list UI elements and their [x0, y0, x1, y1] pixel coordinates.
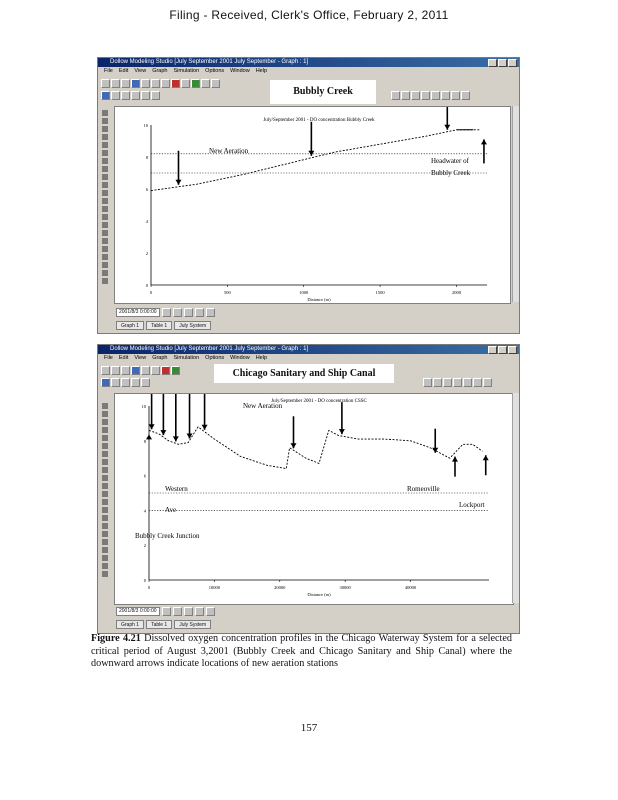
tool-icon[interactable] [102, 206, 108, 212]
tab-table-1[interactable]: Table 1 [146, 321, 172, 330]
copy-icon[interactable] [151, 79, 160, 88]
y-tick-label: 0 [143, 578, 146, 583]
menu-item-edit[interactable]: Edit [118, 355, 129, 361]
label-headwater: Headwater of [431, 157, 469, 165]
settings-icon[interactable] [151, 91, 160, 100]
page-header: Filing - Received, Clerk's Office, February 2, 2011 [169, 8, 449, 22]
chart-icon[interactable] [121, 91, 130, 100]
time-controls [116, 607, 215, 615]
document-tabs [116, 321, 211, 330]
export-icon[interactable] [141, 91, 150, 100]
chart-bubbly-creek [115, 107, 510, 303]
time-controls [116, 308, 215, 316]
tool-icon[interactable] [102, 278, 108, 284]
prev-frame-icon[interactable] [433, 378, 442, 387]
open-icon[interactable] [111, 79, 120, 88]
menu-item-view[interactable]: View [134, 355, 147, 361]
tool-icon[interactable] [102, 142, 108, 148]
prev-frame-icon[interactable] [401, 91, 410, 100]
x-tick-label: 30000 [339, 585, 351, 590]
aeration-arrow-head [173, 436, 179, 441]
tab-july-system[interactable]: July System [174, 321, 211, 330]
tool-icon[interactable] [102, 475, 108, 481]
stop-icon[interactable] [171, 79, 180, 88]
tool-icon[interactable] [102, 459, 108, 465]
tool-icon[interactable] [102, 571, 108, 577]
first-frame-icon[interactable] [391, 91, 400, 100]
graph-icon[interactable] [101, 378, 110, 387]
menu-item-file[interactable]: File [104, 355, 113, 361]
x-tick-label: 40000 [404, 585, 417, 590]
tool-icon[interactable] [102, 238, 108, 244]
menu-item-help[interactable]: Help [255, 355, 268, 361]
print-icon[interactable] [131, 79, 140, 88]
last-step-icon[interactable] [206, 308, 215, 317]
label-new-aeration: New Aeration [243, 402, 283, 410]
prev-step-icon[interactable] [184, 308, 193, 317]
menu-item-file[interactable]: File [104, 68, 113, 74]
tab-graph-1[interactable]: Graph 1 [116, 321, 144, 330]
graph-title: July/September 2001 - DO concentration CSSC [271, 399, 367, 404]
toolbar-playback [420, 377, 492, 387]
play-icon[interactable] [443, 378, 452, 387]
prev-step-icon[interactable] [184, 607, 193, 616]
y-tick-label: 2 [143, 543, 146, 549]
tool-icon[interactable] [102, 270, 108, 276]
save-icon[interactable] [121, 79, 130, 88]
figure-caption [91, 633, 512, 671]
tool-icon[interactable] [102, 222, 108, 228]
graph-icon[interactable] [101, 91, 110, 100]
refresh-icon[interactable] [131, 378, 140, 387]
new-icon[interactable] [101, 79, 110, 88]
tool-icon[interactable] [102, 182, 108, 188]
aeration-arrow-head [308, 151, 314, 156]
export-icon[interactable] [141, 378, 150, 387]
speed-icon[interactable] [461, 91, 470, 100]
label-western: Western [165, 485, 188, 493]
label-ave: Ave [165, 506, 177, 514]
x-axis-label: Distance (m) [307, 592, 331, 597]
upward-arrow-head [483, 455, 489, 460]
menu-item-options[interactable]: Options [205, 68, 225, 74]
tool-icon[interactable] [102, 134, 108, 140]
pause-icon[interactable] [453, 378, 462, 387]
tool-icon[interactable] [102, 523, 108, 529]
tool-icon[interactable] [102, 126, 108, 132]
tool-icon[interactable] [102, 435, 108, 441]
tool-icon[interactable] [102, 467, 108, 473]
aeration-arrow-head [291, 443, 297, 448]
y-tick-label: 10 [141, 404, 146, 409]
window-controls [488, 346, 517, 354]
menu-item-simulation[interactable]: Simulation [173, 68, 200, 74]
tool-icon[interactable] [102, 427, 108, 433]
overlay-title: Chicago Sanitary and Ship Canal [214, 364, 394, 383]
aeration-arrow-head [187, 433, 193, 438]
time-field[interactable]: 2001/8/3 0:00:00 [116, 308, 160, 317]
play-icon[interactable] [411, 91, 420, 100]
cut-icon[interactable] [141, 79, 150, 88]
first-step-icon[interactable] [173, 308, 182, 317]
tool-icon[interactable] [102, 547, 108, 553]
tool-icon[interactable] [102, 158, 108, 164]
pause-icon[interactable] [421, 91, 430, 100]
y-tick-label: 4 [143, 508, 146, 514]
x-tick-label: 0 [147, 585, 151, 590]
vertical-scrollbar[interactable] [512, 393, 519, 603]
next-frame-icon[interactable] [463, 378, 472, 387]
minimize-button[interactable] [488, 346, 497, 354]
tool-icon[interactable] [102, 491, 108, 497]
tool-icon[interactable] [102, 499, 108, 505]
document-tabs [116, 620, 211, 629]
maximize-button[interactable] [498, 346, 507, 354]
x-tick-label: 500 [223, 290, 231, 295]
next-step-icon[interactable] [195, 607, 204, 616]
undo-icon[interactable] [181, 79, 190, 88]
stop-icon[interactable] [161, 366, 170, 375]
tool-icon[interactable] [102, 531, 108, 537]
window-title-bar [98, 58, 519, 67]
menu-item-simulation[interactable]: Simulation [173, 355, 200, 361]
tool-icon[interactable] [102, 262, 108, 268]
next-frame-icon[interactable] [431, 91, 440, 100]
left-toolbar [99, 110, 110, 284]
tool-icon[interactable] [102, 150, 108, 156]
y-tick-label: 0 [145, 283, 148, 288]
aeration-arrow-head [175, 180, 181, 185]
minimize-button[interactable] [488, 59, 497, 67]
tool-icon[interactable] [102, 403, 108, 409]
menu-bar [98, 67, 519, 76]
aeration-arrow-head [160, 430, 166, 435]
graph-panel [114, 106, 511, 304]
copy-icon[interactable] [151, 366, 160, 375]
upward-arrow-head [146, 434, 152, 439]
tool-icon[interactable] [102, 483, 108, 489]
tool-icon[interactable] [102, 515, 108, 521]
print-icon[interactable] [131, 366, 140, 375]
maximize-button[interactable] [498, 59, 507, 67]
page-number: 157 [300, 722, 318, 734]
menu-item-graph[interactable]: Graph [152, 355, 168, 361]
caption-text: Dissolved oxygen concentration profiles in the Chicago Waterway System for a selected critical period of August 3,2001 (Bubbly Creek and Chicago Sanitary and Ship Canal) where the downward arrows indicate locations of new aeration stations [91, 633, 512, 670]
aeration-arrow-head [149, 424, 155, 429]
tab-july-system[interactable]: July System [174, 620, 211, 629]
vertical-scrollbar[interactable] [512, 106, 519, 302]
tool-icon[interactable] [102, 555, 108, 561]
menu-item-graph[interactable]: Graph [152, 68, 168, 74]
last-step-icon[interactable] [206, 607, 215, 616]
tool-icon[interactable] [102, 246, 108, 252]
menu-bar [98, 354, 519, 363]
label-new-aeration: New Aeration [209, 146, 249, 155]
x-tick-label: 10000 [208, 585, 221, 590]
paste-icon[interactable] [161, 79, 170, 88]
tool-icon[interactable] [102, 411, 108, 417]
menu-item-help[interactable]: Help [255, 68, 268, 74]
close-button[interactable] [508, 346, 517, 354]
tool-icon[interactable] [102, 118, 108, 124]
new-icon[interactable] [101, 366, 110, 375]
tool-icon[interactable] [102, 419, 108, 425]
zoom-icon[interactable] [201, 79, 210, 88]
x-tick-label: 0 [149, 290, 153, 295]
y-tick-label: 10 [143, 123, 148, 128]
menu-item-window[interactable]: Window [230, 355, 250, 361]
aeration-arrow-head [444, 125, 450, 130]
run-icon[interactable] [171, 366, 180, 375]
chart-cssc [115, 394, 513, 604]
open-icon[interactable] [111, 366, 120, 375]
table-icon[interactable] [111, 378, 120, 387]
tool-icon[interactable] [102, 230, 108, 236]
tool-icon[interactable] [102, 563, 108, 569]
caption-label: Figure 4.21 [91, 633, 141, 644]
aeration-arrow-head [202, 425, 208, 430]
x-axis-label: Distance (m) [307, 297, 331, 302]
tool-icon[interactable] [102, 166, 108, 172]
window-controls [488, 59, 517, 67]
last-frame-icon[interactable] [441, 91, 450, 100]
spin-icon[interactable] [162, 607, 171, 616]
upward-arrow-head [452, 457, 458, 462]
window-title-bar [98, 345, 519, 354]
tool-icon[interactable] [102, 190, 108, 196]
last-frame-icon[interactable] [473, 378, 482, 387]
label-lockport: Lockport [459, 501, 485, 509]
graph-title: July/September 2001 - DO concentration Bubbly Creek [263, 118, 375, 123]
x-tick-label: 1000 [299, 290, 309, 295]
graph-panel [114, 393, 514, 605]
tab-table-1[interactable]: Table 1 [146, 620, 172, 629]
refresh-icon[interactable] [131, 91, 140, 100]
tool-icon[interactable] [102, 214, 108, 220]
screenshot-cssc [97, 344, 520, 634]
aeration-arrow-head [339, 429, 345, 434]
window-title: Dollow Modeling Studio [July September 2001 July September - Graph : 1] [110, 346, 309, 352]
x-tick-label: 2000 [451, 290, 461, 295]
y-tick-label: 6 [143, 473, 146, 479]
save-icon[interactable] [121, 366, 130, 375]
menu-item-edit[interactable]: Edit [118, 68, 129, 74]
table-icon[interactable] [111, 91, 120, 100]
label-romeoville: Romeoville [407, 485, 440, 493]
close-button[interactable] [508, 59, 517, 67]
toolbar-playback [388, 90, 470, 100]
time-field[interactable]: 2001/8/3 0:00:00 [116, 607, 160, 616]
next-step-icon[interactable] [195, 308, 204, 317]
window-title: Dollow Modeling Studio [July September 2001 July September - Graph : 1] [110, 59, 309, 65]
first-frame-icon[interactable] [423, 378, 432, 387]
menu-item-options[interactable]: Options [205, 355, 225, 361]
loop-icon[interactable] [451, 91, 460, 100]
y-tick-label: 2 [145, 251, 148, 256]
menu-item-view[interactable]: View [134, 68, 147, 74]
label-junction: Bubbly Creek Junction [135, 532, 200, 540]
y-tick-label: 6 [145, 187, 148, 192]
tool-icon[interactable] [102, 507, 108, 513]
screenshot-bubbly-creek [97, 57, 520, 334]
x-tick-label: 1500 [375, 290, 385, 295]
tool-icon[interactable] [102, 254, 108, 260]
y-tick-label: 8 [145, 155, 148, 160]
tool-icon[interactable] [102, 443, 108, 449]
y-tick-label: 8 [143, 438, 146, 444]
loop-icon[interactable] [483, 378, 492, 387]
tab-graph-1[interactable]: Graph 1 [116, 620, 144, 629]
chart-icon[interactable] [121, 378, 130, 387]
left-toolbar [99, 403, 110, 577]
tool-icon[interactable] [102, 539, 108, 545]
upward-arrow-head [481, 139, 487, 144]
label-bubbly-creek: Bubbly Creek [431, 169, 471, 177]
y-tick-label: 4 [145, 219, 148, 224]
run-icon[interactable] [191, 79, 200, 88]
menu-item-window[interactable]: Window [230, 68, 250, 74]
tool-icon[interactable] [102, 174, 108, 180]
cut-icon[interactable] [141, 366, 150, 375]
first-step-icon[interactable] [173, 607, 182, 616]
tool-icon[interactable] [102, 198, 108, 204]
x-tick-label: 20000 [274, 585, 286, 590]
grid-icon[interactable] [211, 79, 220, 88]
tool-icon[interactable] [102, 110, 108, 116]
tool-icon[interactable] [102, 451, 108, 457]
spin-icon[interactable] [162, 308, 171, 317]
overlay-title: Bubbly Creek [270, 80, 376, 104]
